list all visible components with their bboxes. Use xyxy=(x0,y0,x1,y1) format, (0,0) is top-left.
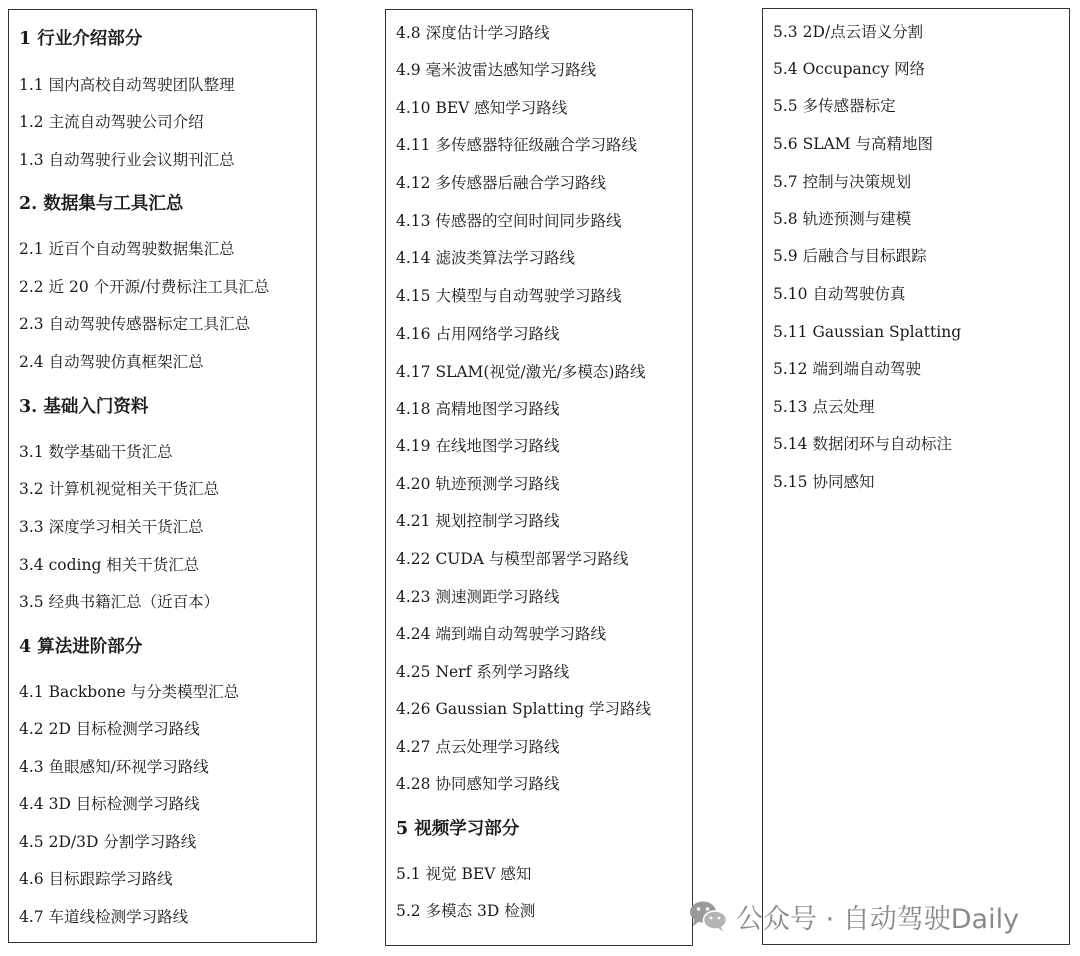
toc-item: 4.24 端到端自动驾驶学习路线 xyxy=(396,625,606,643)
toc-item: 1.1 国内高校自动驾驶团队整理 xyxy=(19,76,235,94)
toc-item: 4.8 深度估计学习路线 xyxy=(396,24,550,42)
toc-item: 4.10 BEV 感知学习路线 xyxy=(396,99,568,117)
toc-item: 3.4 coding 相关干货汇总 xyxy=(19,556,200,574)
toc-item: 4.4 3D 目标检测学习路线 xyxy=(19,795,200,813)
toc-item: 4.3 鱼眼感知/环视学习路线 xyxy=(19,758,209,776)
section-heading: 5 视频学习部分 xyxy=(396,819,520,839)
toc-item: 5.10 自动驾驶仿真 xyxy=(773,285,906,303)
section-heading: 1 行业介绍部分 xyxy=(19,29,143,49)
toc-item: 5.5 多传感器标定 xyxy=(773,97,896,115)
toc-item: 5.4 Occupancy 网络 xyxy=(773,60,926,78)
toc-item: 3.5 经典书籍汇总（近百本） xyxy=(19,593,220,611)
toc-item: 3.2 计算机视觉相关干货汇总 xyxy=(19,480,220,498)
toc-item: 5.12 端到端自动驾驶 xyxy=(773,360,921,378)
toc-item: 1.3 自动驾驶行业会议期刊汇总 xyxy=(19,151,235,169)
toc-item: 4.16 占用网络学习路线 xyxy=(396,325,560,343)
toc-item: 5.6 SLAM 与高精地图 xyxy=(773,135,933,153)
toc-item: 4.5 2D/3D 分割学习路线 xyxy=(19,833,197,851)
toc-item: 2.1 近百个自动驾驶数据集汇总 xyxy=(19,240,235,258)
toc-item: 5.1 视觉 BEV 感知 xyxy=(396,865,532,883)
toc-item: 4.18 高精地图学习路线 xyxy=(396,400,560,418)
section-heading: 3. 基础入门资料 xyxy=(19,397,149,417)
toc-item: 4.21 规划控制学习路线 xyxy=(396,512,560,530)
toc-item: 4.14 滤波类算法学习路线 xyxy=(396,249,575,267)
toc-item: 4.11 多传感器特征级融合学习路线 xyxy=(396,136,637,154)
toc-item: 4.6 目标跟踪学习路线 xyxy=(19,870,173,888)
toc-item: 4.27 点云处理学习路线 xyxy=(396,738,560,756)
toc-item: 3.1 数学基础干货汇总 xyxy=(19,443,173,461)
toc-column-2 xyxy=(385,9,693,946)
toc-item: 4.23 测速测距学习路线 xyxy=(396,588,560,606)
toc-item: 5.11 Gaussian Splatting xyxy=(773,323,962,341)
toc-item: 4.19 在线地图学习路线 xyxy=(396,437,560,455)
toc-item: 5.3 2D/点云语义分割 xyxy=(773,23,924,41)
toc-item: 5.8 轨迹预测与建模 xyxy=(773,210,912,228)
toc-item: 5.9 后融合与目标跟踪 xyxy=(773,247,927,265)
watermark xyxy=(688,898,1019,934)
toc-item: 4.22 CUDA 与模型部署学习路线 xyxy=(396,550,629,568)
section-heading: 4 算法进阶部分 xyxy=(19,637,143,657)
toc-item: 4.1 Backbone 与分类模型汇总 xyxy=(19,683,240,701)
toc-item: 4.20 轨迹预测学习路线 xyxy=(396,475,560,493)
watermark-text: 公众号 · 自动驾驶Daily xyxy=(736,903,1020,935)
toc-item: 4.15 大模型与自动驾驶学习路线 xyxy=(396,287,622,305)
toc-item: 4.17 SLAM(视觉/激光/多模态)路线 xyxy=(396,363,646,381)
toc-item: 4.28 协同感知学习路线 xyxy=(396,775,560,793)
toc-item: 4.25 Nerf 系列学习路线 xyxy=(396,663,570,681)
wechat-icon xyxy=(688,899,728,933)
toc-item: 4.12 多传感器后融合学习路线 xyxy=(396,174,606,192)
toc-item: 2.3 自动驾驶传感器标定工具汇总 xyxy=(19,315,251,333)
toc-item: 4.13 传感器的空间时间同步路线 xyxy=(396,212,622,230)
toc-column-3 xyxy=(762,8,1070,945)
toc-item: 4.2 2D 目标检测学习路线 xyxy=(19,720,200,738)
toc-item: 5.7 控制与决策规划 xyxy=(773,173,912,191)
toc-item: 4.26 Gaussian Splatting 学习路线 xyxy=(396,700,652,718)
toc-column-1 xyxy=(8,9,317,943)
toc-item: 5.13 点云处理 xyxy=(773,398,875,416)
toc-item: 5.2 多模态 3D 检测 xyxy=(396,902,536,920)
section-heading: 2. 数据集与工具汇总 xyxy=(19,194,184,214)
toc-item: 5.15 协同感知 xyxy=(773,473,875,491)
toc-item: 4.7 车道线检测学习路线 xyxy=(19,908,189,926)
toc-item: 4.9 毫米波雷达感知学习路线 xyxy=(396,61,597,79)
toc-item: 1.2 主流自动驾驶公司介绍 xyxy=(19,113,204,131)
toc-item: 3.3 深度学习相关干货汇总 xyxy=(19,518,204,536)
toc-item: 5.14 数据闭环与自动标注 xyxy=(773,435,952,453)
toc-item: 2.4 自动驾驶仿真框架汇总 xyxy=(19,353,204,371)
toc-item: 2.2 近 20 个开源/付费标注工具汇总 xyxy=(19,278,270,296)
